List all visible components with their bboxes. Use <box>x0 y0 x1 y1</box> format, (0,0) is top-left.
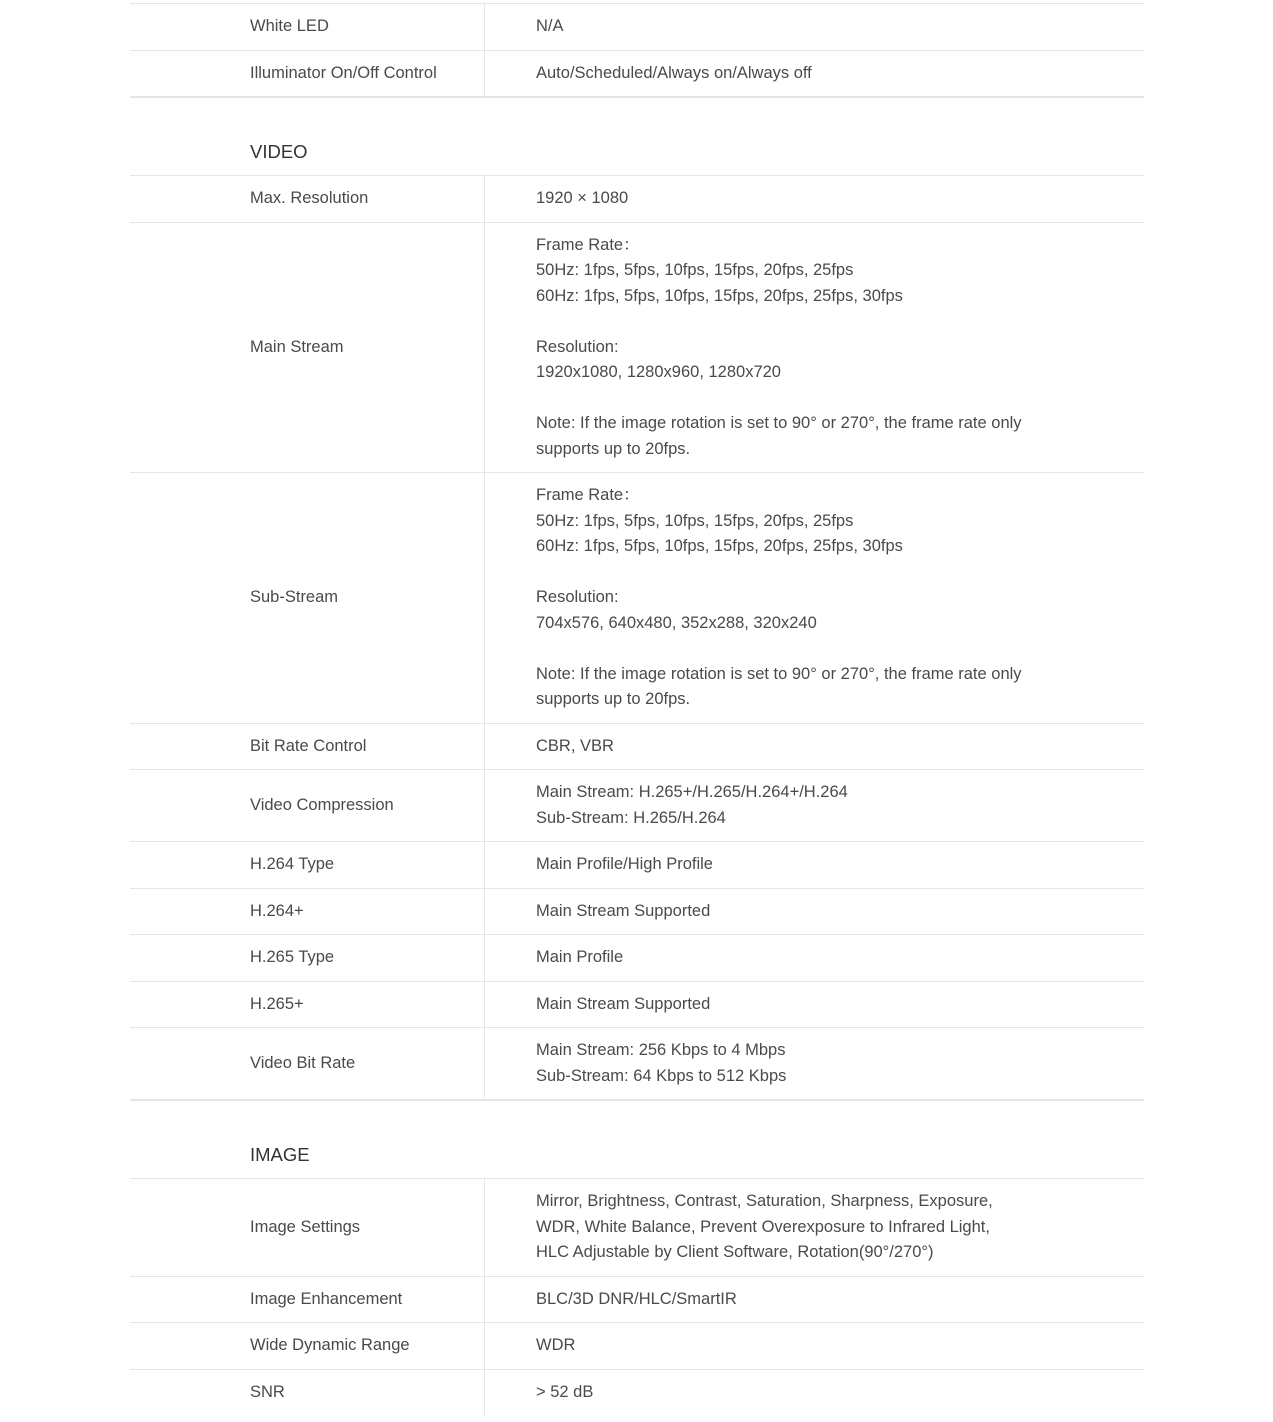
spacer-line <box>536 560 1024 586</box>
spec-value <box>485 1277 1144 1323</box>
spec-value <box>485 889 1144 935</box>
spec-value-line: 60Hz: 1fps, 5fps, 10fps, 15fps, 20fps, 25fps, 30fps <box>536 537 903 555</box>
spec-value <box>485 770 1144 841</box>
spec-value-line: BLC/3D DNR/HLC/SmartIR <box>536 1289 737 1308</box>
spec-label <box>130 1323 485 1369</box>
spacer-line <box>536 636 1024 662</box>
spec-label-text: Video Compression <box>250 795 394 814</box>
spec-value-line: Main Stream: H.265+/H.265/H.264+/H.264 <box>536 783 848 801</box>
spec-label <box>130 176 485 222</box>
spec-label <box>130 1277 485 1323</box>
spec-section-image <box>130 1100 1144 1415</box>
spec-row-white-led <box>130 3 1144 50</box>
spec-value-line: Resolution: <box>536 588 619 606</box>
spec-value-line: Note: If the image rotation is set to 90° or 270°, the frame rate only supports up to 20fps. <box>536 664 1022 708</box>
spec-section-top <box>130 3 1144 97</box>
spec-label-text: Max. Resolution <box>250 189 369 207</box>
spec-label-text: H.264+ <box>250 901 304 920</box>
spec-value-line: Main Profile <box>536 948 624 966</box>
spec-value <box>485 724 1144 770</box>
spec-label-text: H.265 Type <box>250 948 335 966</box>
spec-value <box>485 51 1144 97</box>
spec-value <box>485 223 1144 473</box>
spec-label <box>130 982 485 1028</box>
spec-label-text: H.264 Type <box>250 855 335 873</box>
spec-row-bit-rate-control <box>130 723 1144 770</box>
spec-label <box>130 1028 485 1099</box>
spec-label-text: Image Settings <box>250 1217 361 1236</box>
spec-label <box>130 1370 485 1416</box>
spec-label-text: Image Enhancement <box>250 1289 403 1308</box>
spec-value <box>485 4 1144 50</box>
spec-value <box>485 176 1144 222</box>
spec-value-line: Main Stream Supported <box>536 901 711 920</box>
spec-value-line: Mirror, Brightness, Contrast, Saturation, Sharpness, Exposure, WDR, White Balance, Prevent Overexposure to Infrared Light, HLC Adjustable by Client Software, Rotation(90°/270°) <box>536 1192 993 1261</box>
spec-value <box>485 842 1144 888</box>
spec-row-sub-stream <box>130 472 1144 723</box>
spec-value-line: Frame Rate： <box>536 486 640 504</box>
spec-label-text: Illuminator On/Off Control <box>250 63 437 82</box>
spec-value-line: Main Profile/High Profile <box>536 855 713 873</box>
spec-value <box>485 1179 1144 1276</box>
spec-label <box>130 770 485 841</box>
spec-value-line: Main Stream Supported <box>536 994 711 1013</box>
spec-label-text: Bit Rate Control <box>250 736 367 755</box>
spec-label <box>130 889 485 935</box>
spec-row-h-265 <box>130 981 1144 1028</box>
spec-value <box>485 982 1144 1028</box>
section-title-video: VIDEO <box>130 97 1144 175</box>
spec-row-video-compression <box>130 769 1144 841</box>
spec-label-text: White LED <box>250 17 329 35</box>
spec-value-line: WDR <box>536 1336 576 1354</box>
spec-row-max-resolution <box>130 175 1144 222</box>
spec-value <box>485 473 1144 723</box>
spec-row-illuminator-on-off-control <box>130 50 1144 98</box>
spec-row-h-264 <box>130 888 1144 935</box>
spacer-line <box>536 386 1024 412</box>
spec-value-line: 1920x1080, 1280x960, 1280x720 <box>536 363 781 381</box>
spec-label-text: H.265+ <box>250 994 304 1013</box>
spec-row-wide-dynamic-range <box>130 1322 1144 1369</box>
spec-value-line: Auto/Scheduled/Always on/Always off <box>536 63 812 82</box>
spec-label-text: Wide Dynamic Range <box>250 1336 410 1354</box>
spec-value-line: N/A <box>536 17 564 35</box>
spec-label-text: SNR <box>250 1382 285 1401</box>
spec-row-video-bit-rate <box>130 1027 1144 1100</box>
spec-row-main-stream <box>130 222 1144 473</box>
spec-value-line: 1920 × 1080 <box>536 189 629 207</box>
spec-label-text: Sub-Stream <box>250 588 339 606</box>
spec-row-image-settings <box>130 1178 1144 1276</box>
spec-row-snr <box>130 1369 1144 1416</box>
spec-value <box>485 1323 1144 1369</box>
spec-label <box>130 223 485 473</box>
spec-value-line: 60Hz: 1fps, 5fps, 10fps, 15fps, 20fps, 25fps, 30fps <box>536 286 903 305</box>
spec-sheet <box>130 3 1144 1415</box>
spec-value-line: Frame Rate： <box>536 235 640 254</box>
spec-label <box>130 4 485 50</box>
spec-row-image-enhancement <box>130 1276 1144 1323</box>
spec-value <box>485 1370 1144 1416</box>
spec-label <box>130 51 485 97</box>
spec-row-h-265-type <box>130 934 1144 981</box>
spec-label-text: Video Bit Rate <box>250 1053 356 1072</box>
spec-value-line: 50Hz: 1fps, 5fps, 10fps, 15fps, 20fps, 25fps <box>536 261 854 279</box>
spec-label <box>130 1179 485 1276</box>
spec-label <box>130 724 485 770</box>
spec-value-line: Main Stream: 256 Kbps to 4 Mbps <box>536 1041 786 1059</box>
spec-label <box>130 935 485 981</box>
spec-value-line: Sub-Stream: 64 Kbps to 512 Kbps <box>536 1066 787 1085</box>
spec-row-h-264-type <box>130 841 1144 888</box>
section-title-image: IMAGE <box>130 1100 1144 1178</box>
spec-value <box>485 1028 1144 1099</box>
spacer-line <box>536 309 1024 335</box>
spec-label-text: Main Stream <box>250 337 344 356</box>
spec-value-line: 704x576, 640x480, 352x288, 320x240 <box>536 613 817 632</box>
spec-value-line: 50Hz: 1fps, 5fps, 10fps, 15fps, 20fps, 25fps <box>536 511 854 530</box>
spec-value-line: CBR, VBR <box>536 736 614 755</box>
spec-value <box>485 935 1144 981</box>
spec-label <box>130 842 485 888</box>
spec-label <box>130 473 485 723</box>
spec-value-line: > 52 dB <box>536 1382 594 1401</box>
spec-value-line: Sub-Stream: H.265/H.264 <box>536 808 726 827</box>
spec-section-video <box>130 97 1144 1100</box>
spec-value-line: Resolution: <box>536 337 619 356</box>
spec-value-line: Note: If the image rotation is set to 90° or 270°, the frame rate only supports up to 20fps. <box>536 414 1022 458</box>
